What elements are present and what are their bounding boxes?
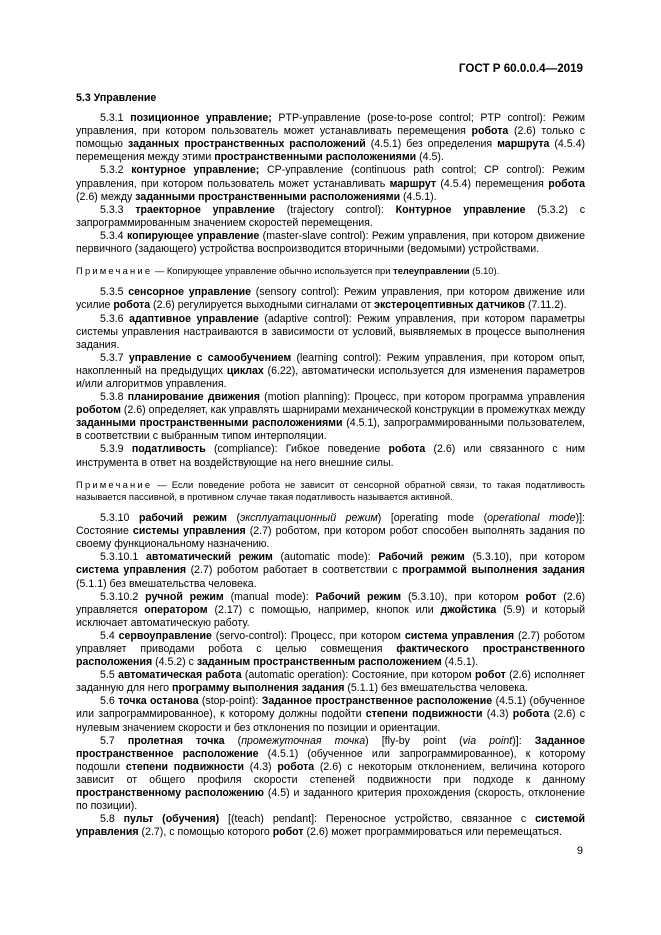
note-1: Примечание — Копирующее управление обычно используется при телеуправлении (5.10). bbox=[76, 265, 500, 277]
paragraph-paragraphs3-2: 5.3.10.2 ручной режим (manual mode): Рабочий режим (5.3.10), при котором робот (2.6) управляется оператором (2.17) с помощью, например, кнопок или джойстика (5.9) и который исключает автоматическую работу. bbox=[76, 590, 585, 629]
paragraph-paragraphs2-2: 5.3.7 управление с самообучением (learning control): Режим управления, при котором опыт, накопленный на предыдущих циклах (6.22), автоматически используется для изменения параметров и/или алгоритмов управления. bbox=[76, 351, 585, 390]
paragraph-paragraphs3-1: 5.3.10.1 автоматический режим (automatic mode): Рабочий режим (5.3.10), при котором система управления (2.7) роботом работает в соответствии с программой выполнения задания (5.1.1) без вмешательства человека. bbox=[76, 551, 585, 590]
page-number: 9 bbox=[576, 845, 583, 857]
note-2: Примечание — Если поведение робота не зависит от сенсорной обратной связи, то такая податливость называется пассивной, в противном случае такая податливость называется активной. bbox=[76, 478, 585, 502]
paragraph-paragraphs-0: 5.3.1 позиционное управление; PTP-управление (pose-to-pose control; PTP control): Режим управления, при котором пользователь может устанавливать перемещения робота (2.6) только с помощью заданных пространственных расположений (4.5.1) без определения маршрута (4.5.4) перемещения между этими пространственными расположениями (4.5). bbox=[76, 112, 585, 164]
paragraph-group-3 bbox=[76, 512, 585, 839]
paragraph-paragraphs2-1: 5.3.6 адаптивное управление (adaptive control): Режим управления, при котором параметры системы управления настраиваются в зависимости от условий, выявляемых в процессе выполнения задания. bbox=[76, 312, 586, 351]
paragraph-group-1 bbox=[76, 112, 585, 256]
paragraph-paragraphs-2: 5.3.3 траекторное управление (trajectory control): Контурное управление (5.3.2) с запрограммированным значением скоростей перемещения. bbox=[76, 203, 585, 229]
paragraph-group-2 bbox=[76, 286, 585, 469]
note-label: Примечание bbox=[76, 478, 153, 490]
note-label: Примечание bbox=[76, 265, 153, 277]
document-body bbox=[76, 92, 585, 839]
paragraph-paragraphs2-3: 5.3.8 планирование движения (motion planning): Процесс, при котором программа управления роботом (2.6) определяет, как управлять шарнирами механической конструкции в промежутках между заданными пространственными расположениями (4.5.1), запрограммированными пользователем, в соответствии с выбранным типом интерполяции. bbox=[76, 391, 585, 443]
paragraph-paragraphs3-6: 5.7 пролетная точка (промежуточная точка) [fly-by point (via point)]: Заданное пространственное расположение (4.5.1) (обученное или запрограммированное), к которому подошли степени подвижности (4.3) робота (2.6) с некоторым отклонением, величина которого зависит от общего профиля скорости степеней подвижности при подходе к данному пространственному расположению (4.5) и заданного критерия прохождения (скорость, отклонение по позиции). bbox=[76, 734, 586, 813]
section-title: 5.3 Управление bbox=[76, 92, 157, 104]
paragraph-paragraphs-3: 5.3.4 копирующее управление (master-slave control): Режим управления, при котором движение первичного (задающего) устройства воспроизводится вторичными (ведомыми) устройствами. bbox=[76, 229, 585, 256]
paragraph-paragraphs3-5: 5.6 точка останова (stop-point): Заданное пространственное расположение (4.5.1) (обученное или запрограммированное), к которому должны подойти степени подвижности (4.3) робота (2.6) с нулевым значением скорости и без отклонения по позиции и ориентации. bbox=[76, 695, 586, 734]
paragraph-paragraphs3-7: 5.8 пульт (обучения) [(teach) pendant]: Переносное устройство, связанное с системой управления (2.7), с помощью которого робот (2.6) может программироваться или перемещаться. bbox=[76, 813, 585, 839]
document-header: ГОСТ Р 60.0.0.4—2019 bbox=[458, 62, 583, 75]
paragraph-paragraphs2-0: 5.3.5 сенсорное управление (sensory control): Режим управления, при котором движение или усилие робота (2.6) регулируется выходными сигналами от экстероцептивных датчиков (7.11.2). bbox=[76, 286, 585, 312]
paragraph-paragraphs3-4: 5.5 автоматическая работа (automatic operation): Состояние, при котором робот (2.6) исполняет заданную для него программу выполнения задания (5.1.1) без вмешательства человека. bbox=[76, 669, 585, 695]
paragraph-paragraphs-1: 5.3.2 контурное управление; CP-управление (continuous path control; CP control): Режим управления, при котором пользователь может устанавливать маршрут (4.5.4) перемещения робота (2.6) между заданными пространственными расположениями (4.5.1). bbox=[76, 164, 585, 203]
paragraph-paragraphs3-0: 5.3.10 рабочий режим (эксплуатационный режим) [operating mode (operational mode)]: Состояние системы управления (2.7) роботом, при котором робот способен выполнять задания по своему функциональному назначению. bbox=[76, 512, 585, 551]
paragraph-paragraphs2-4: 5.3.9 податливость (compliance): Гибкое поведение робота (2.6) или связанного с ним инструмента в ответ на воздействующие на него внешние силы. bbox=[76, 443, 585, 469]
paragraph-paragraphs3-3: 5.4 сервоуправление (servo-control): Процесс, при котором система управления (2.7) роботом управляет приводами робота с целью совмещения фактического пространственного расположения (4.5.2) с заданным пространственным расположением (4.5.1). bbox=[76, 629, 586, 669]
